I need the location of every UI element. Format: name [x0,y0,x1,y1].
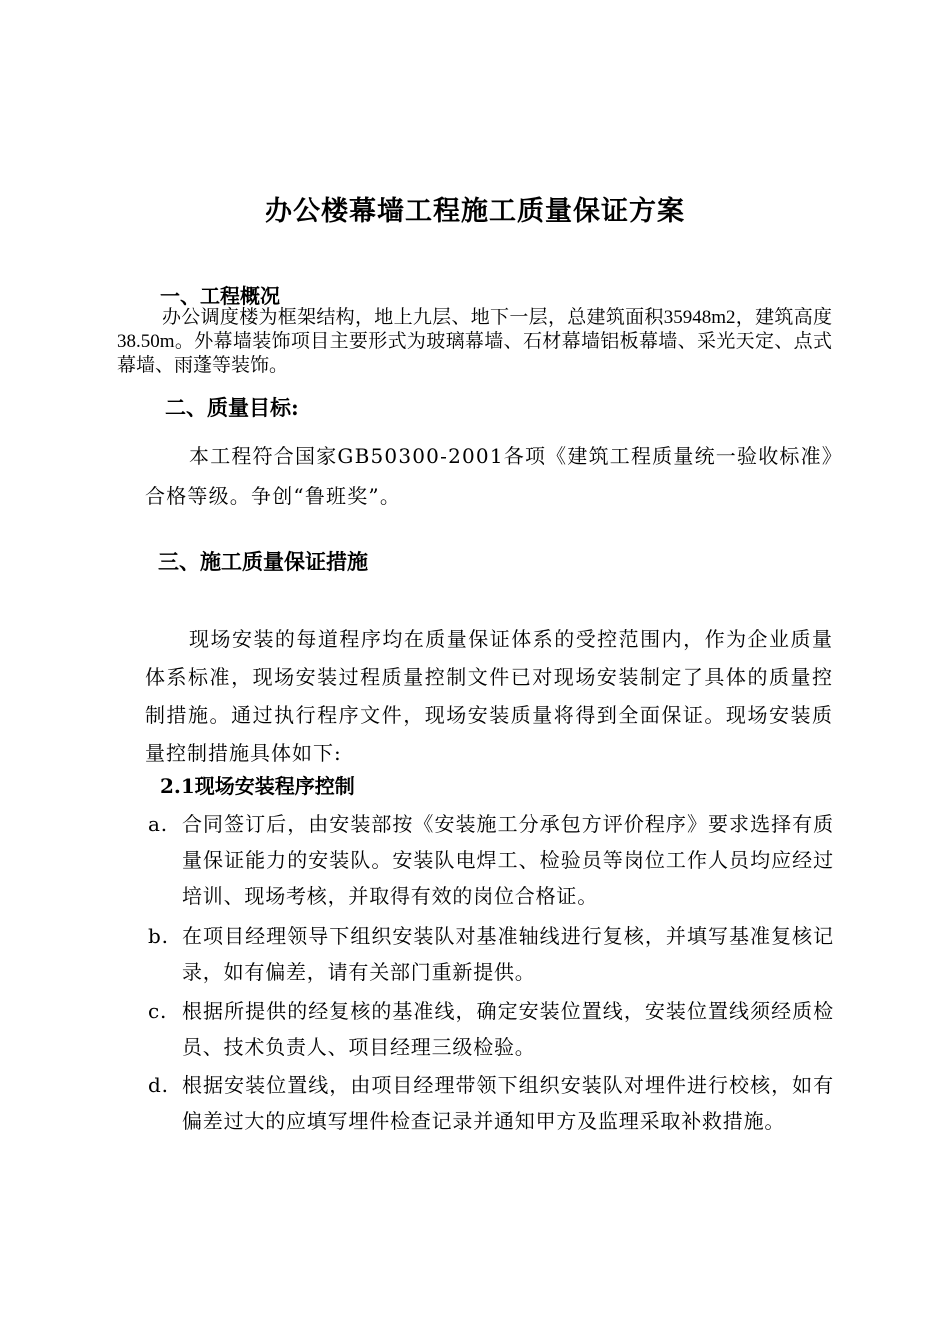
list-marker: b. [148,924,169,948]
section-body-quality-goal: 本工程符合国家GB50300-2001各项《建筑工程质量统一验收标准》合格等级。争创“鲁班奖”。 [145,444,833,508]
section-body-overview: 办公调度楼为框架结构，地上九层、地下一层，总建筑面积35948m2，建筑高度38.50m。外幕墙装饰项目主要形式为玻璃幕墙、石材幕墙铝板幕墙、采光天定、点式幕墙、雨蓬等装饰。 [117,307,832,376]
list-item-text: 在项目经理领导下组织安装队对基准轴线进行复核，并填写基准复核记录，如有偏差，请有关部门重新提供。 [182,924,834,984]
section-heading-overview: 一、工程概况 [160,284,280,308]
list-item-text: 根据所提供的经复核的基准线，确定安装位置线，安装位置线须经质检员、技术负责人、项目经理三级检验。 [182,999,834,1059]
subsection-heading: 2.1现场安装程序控制 [160,774,355,798]
list-marker: a. [148,812,168,836]
section-heading-quality-goal: 二、质量目标: [165,395,299,420]
list-item [148,1067,834,1139]
list-marker: d. [148,1073,169,1097]
section-heading-quality-measures: 三、施工质量保证措施 [158,549,368,574]
document-title: 办公楼幕墙工程施工质量保证方案 [265,196,685,227]
list-item-text: 根据安装位置线，由项目经理带领下组织安装队对埋件进行校核，如有偏差过大的应填写埋件检查记录并通知甲方及监理采取补救措施。 [182,1073,834,1133]
list-item [148,918,834,990]
list-marker: c. [148,999,168,1023]
list-item [148,806,834,914]
list-item-text: 合同签订后，由安装部按《安装施工分承包方评价程序》要求选择有质量保证能力的安装队。安装队电焊工、检验员等岗位工作人员均应经过培训、现场考核，并取得有效的岗位合格证。 [182,812,834,908]
section-body-quality-measures: 现场安装的每道程序均在质量保证体系的受控范围内，作为企业质量体系标准，现场安装过程质量控制文件已对现场安装制定了具体的质量控制措施。通过执行程序文件，现场安装质量将得到全面保证。现场安装质量控制措施具体如下: [145,627,833,765]
list-item [148,993,834,1065]
